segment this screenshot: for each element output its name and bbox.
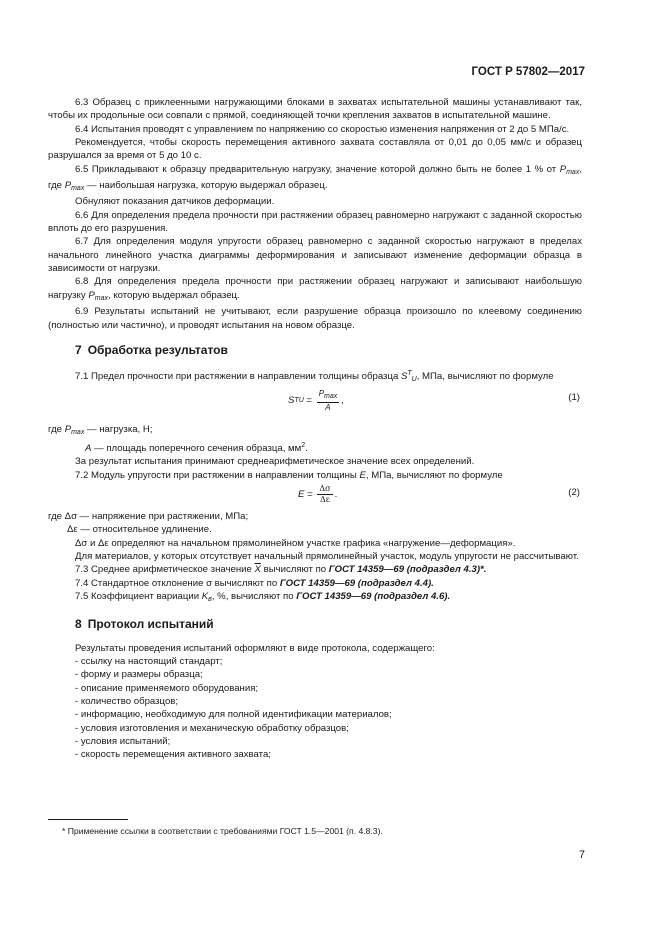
- para-6-3: 6.3 Образец с приклеенными нагружающими блоками в захватах испытательной машины устанавливают так, чтобы их продольные оси совпали с прямой, соединяющей точки крепления захватов в испытательной машине.: [48, 97, 582, 122]
- para-6-5-reset: Обнуляют показания датчиков деформации.: [75, 196, 275, 208]
- para-6-9: 6.9 Результаты испытаний не учитывают, если разрушение образца произошло по клеевому соединению (полностью или частично), и проводят испытания на новом образце.: [48, 306, 582, 331]
- footnote-divider: [48, 819, 128, 820]
- para-6-5: 6.5 Прикладывают к образцу предварительную нагрузку, значение которой должно быть не более 1 % от $P_{max}$, где $P_{max}$ — наибольшая нагрузка, которую выдержал образец.: [48, 163, 582, 193]
- protocol-intro: Результаты проведения испытаний оформляют в виде протокола, содержащего:: [75, 642, 435, 654]
- list-item: - условия изготовления и механическую обработку образцов;: [75, 722, 349, 734]
- where-area: A — площадь поперечного сечения образца, $мм^2$.: [85, 441, 308, 454]
- list-item: - ссылку на настоящий стандарт;: [75, 656, 223, 667]
- para-7-2: 7.2 Модуль упругости при растяжении в направлении толщины E, МПа, вычисляют по формуле: [75, 469, 503, 481]
- list-item: - количество образцов;: [75, 696, 179, 708]
- equation-number-2: (2): [568, 486, 580, 498]
- list-item: - скорость перемещения активного захвата;: [75, 749, 271, 761]
- para-7-2-determine: Δσ и Δε определяют на начальном прямолинейном участке графика «нагружение—деформация».: [75, 537, 516, 549]
- para-7-4: 7.4 Стандартное отклонение σ вычисляют по ГОСТ 14359—69 (подраздел 4.4).: [75, 577, 434, 589]
- list-item: - форму и размеры образца;: [75, 669, 203, 681]
- formula-1: S T U = $\frac{Pmax}{A}$ , (1): [288, 388, 580, 412]
- para-7-2-no-linear: Для материалов, у которых отсутствует начальный прямолинейный участок, модуль упругости не рассчитывают.: [75, 550, 579, 562]
- para-6-8: 6.8 Для определения предела прочности при растяжении образец нагружают и записывают наибольшую нагрузку $P_{max}$, которую выдержал образец.: [48, 276, 582, 302]
- para-7-1: 7.1 Предел прочности при растяжении в направлении толщины образца $S^T_U$, МПа, вычисляют по формуле: [75, 370, 554, 384]
- page-number: 7: [578, 849, 585, 861]
- para-6-4-recommend: Рекомендуется, чтобы скорость перемещения активного захвата составляла от 0,01 до 0,05 мм/с и образец разрушался за время от 5 до 10 с.: [48, 137, 582, 162]
- list-item: - описание применяемого оборудования;: [75, 682, 259, 694]
- formula-2: E = $\frac{\Delta\sigma}{\Delta\varepsilon}$ . (2): [298, 483, 580, 504]
- list-item: - условия испытаний;: [75, 736, 171, 748]
- where-strain: Δε — относительное удлинение.: [67, 524, 212, 536]
- para-7-1-result: За результат испытания принимают среднеарифметическое значение всех определений.: [75, 456, 475, 468]
- list-item: - информацию, необходимую для полной идентификации материалов;: [75, 709, 392, 721]
- footnote: * Применение ссылки в соответствии с требованиями ГОСТ 1.5—2001 (п. 4.8.3).: [62, 826, 383, 836]
- section-7-heading: 7 Обработка результатов: [75, 342, 228, 357]
- section-8-heading: 8 Протокол испытаний: [75, 617, 214, 632]
- para-6-6: 6.6 Для определения предела прочности при растяжении образец равномерно нагружают с заданной скоростью вплоть до его разрушения.: [48, 209, 582, 235]
- gost-ref-4-3: ГОСТ 14359—69 (подраздел 4.3)*.: [328, 564, 487, 576]
- where-stress: где Δσ — напряжение при растяжении, МПа;: [48, 510, 249, 522]
- gost-ref-4-6: ГОСТ 14359—69 (подраздел 4.6).: [296, 590, 451, 602]
- para-7-3: 7.3 Среднее арифметическое значение $\overline{X}$ вычисляют по ГОСТ 14359—69 (подраздел 4.3)*.: [75, 564, 487, 576]
- para-6-4: 6.4 Испытания проводят с управлением по напряжению со скоростью изменения напряжения от 2 до 5 МПа/с.: [75, 123, 570, 135]
- document-id: ГОСТ Р 57802—2017: [471, 66, 585, 78]
- protocol-list: [48, 655, 582, 762]
- equation-number-1: (1): [568, 391, 580, 403]
- page-body: [48, 96, 582, 762]
- para-6-7: 6.7 Для определения модуля упругости образец равномерно с заданной скоростью нагружают в пределах начального линейного участка диаграммы деформирования и записывают изменение деформации образца в зависимости от нагрузки.: [48, 236, 582, 275]
- para-7-5: 7.5 Коэффициент вариации $K_в$, %, вычисляют по ГОСТ 14359—69 (подраздел 4.6).: [75, 590, 451, 603]
- gost-ref-4-4: ГОСТ 14359—69 (подраздел 4.4).: [279, 577, 434, 589]
- where-pmax: где $P_{max}$ — нагрузка, Н;: [48, 423, 153, 436]
